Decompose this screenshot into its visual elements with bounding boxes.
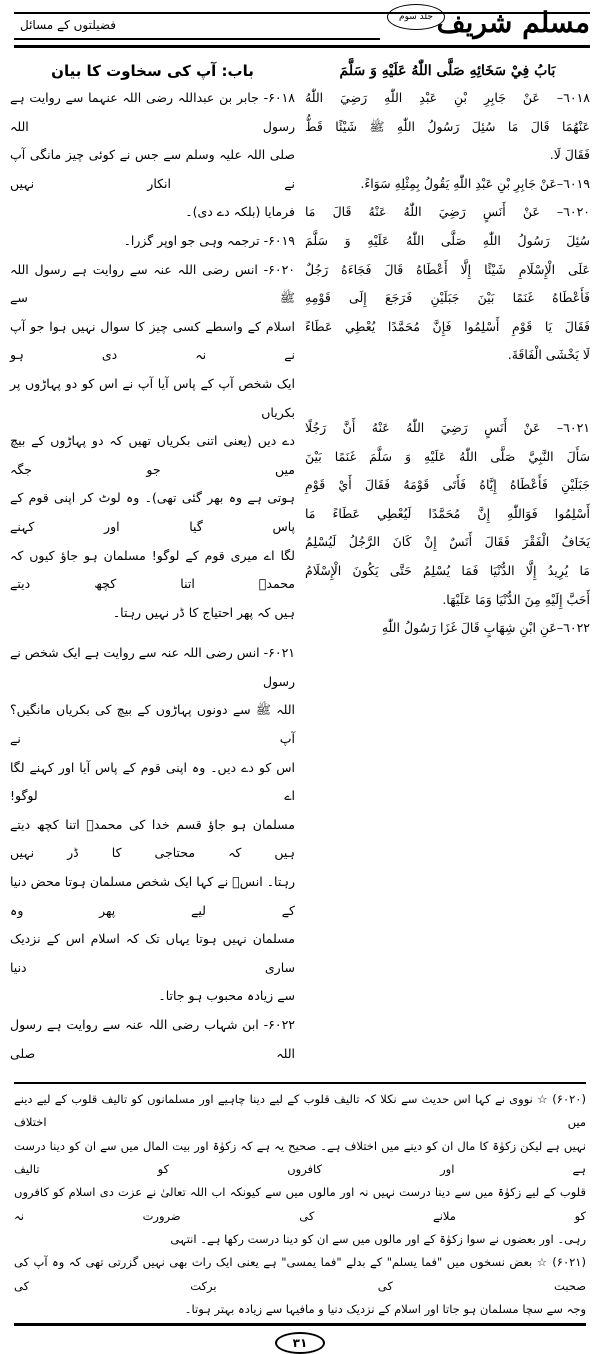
urdu-text-line: اسلام کے واسطے کسی چیز کا سوال نہیں ہوا جو آپ نے نہ دی ہو [10,318,295,363]
arabic-chapter-heading: بَابُ فِيْ سَخَائِهِ صَلَّى اللّٰهُ عَلَيْهِ وَ سَلَّمَ [339,63,556,79]
header [14,0,590,52]
body-columns [10,84,590,1068]
urdu-translation-block-2 [10,639,295,1068]
footnote-line: وجہ سے سچا مسلمان ہو جاتا اور اسلام کے نزدیک دنیا و مافیہا سے زیادہ بہتر ہوتا۔ [184,1301,586,1316]
urdu-text-line: اس کو دے دیں۔ وہ اپنی قوم کے پاس آیا اور کہنے لگا اے لوگو! [10,759,295,804]
arabic-hadith-block-2 [305,414,590,643]
footnote-line: رہی۔ اور بعضوں نے سوا زکوٰۃ کے اور مالوں میں سے ان کو دینا درست رکھا ہے۔ انتہی [170,1231,586,1246]
urdu-text-line: ۶۰۲۰- انس رضی اللہ عنہ سے روایت ہے رسول اللہ ﷺ سے [10,261,295,306]
arabic-text-line: جَبَلَيْنِ فَأَعْطَاهُ إِيَّاهُ فَأَتَى قَوْمَهُ فَقَالَ أَيْ قَوْمِ [305,477,590,493]
urdu-text-line: ہوتی ہے وہ بھر گئی تھی)۔ وہ لوٹ کر اپنی قوم کے پاس گیا اور کہنے [10,490,295,534]
arabic-text-line: ٦٠٢١– عَنْ أَنَسٍ رَضِيَ اللّٰهُ عَنْهُ أَنَّ رَجُلًا [305,419,590,435]
urdu-text-line: دے دیں (یعنی اتنی بکریاں تھیں کہ دو پہاڑوں کے بیچ میں جو جگہ [10,433,295,477]
header-bottom-rule [14,38,380,40]
spacer [305,370,590,414]
arabic-text-line: سَأَلَ النَّبِيَّ صَلَّى اللّٰهُ عَلَيْهِ وَ سَلَّمَ غَنَمًا بَيْنَ [305,448,590,464]
arabic-hadith-block-1 [305,84,590,370]
urdu-text-line: رہتا۔ انسؓ نے کہا ایک شخص مسلمان ہوتا محض دنیا کے لیے پھر وہ [10,874,295,918]
urdu-text-line: ۶۰۲۲- ابن شہاب رضی اللہ عنہ سے روایت ہے رسول اللہ صلی [10,1017,295,1061]
header-thick-rule [14,45,590,48]
urdu-text-line: ایک شخص آپ کے پاس آیا آپ نے اس کو دو پہاڑوں پر بکریاں [10,375,295,420]
volume-seal: جلد سوم [387,4,445,30]
arabic-text-line: فَقَالَ يَا قَوْمِ أَسْلِمُوا فَإِنَّ مُحَمَّدًا يُعْطِي عَطَاءً [305,318,590,334]
arabic-text-line: فَأَعْطَاهُ غَنَمًا بَيْنَ جَبَلَيْنِ فَرَجَعَ إِلَى قَوْمِهِ [305,290,590,306]
spacer [10,627,295,639]
footnote-line: قلوب کے لیے زکوٰۃ میں سے دینا درست نہیں نہ اور مالوں میں سے کیونکہ اب اللہ تعالیٰ نے عزت دی اسلام کو کافروں کو ملانے کی ضرورت نہ [14,1185,586,1223]
arabic-text-line: ٦٠١٨– عَنْ جَابِرِ بْنِ عَبْدِ اللّٰهِ رَضِيَ اللّٰهُ [305,90,590,105]
urdu-text-line: ۶۰۱۹- ترجمہ وہی جو اوپر گزرا۔ [123,232,295,248]
arabic-text-line: أَسْلِمُوا فَوَاللّٰهِ إِنَّ مُحَمَّدًا لَيُعْطِي عَطَاءً مَا [305,505,590,521]
urdu-chapter-heading: باب: آپ کی سخاوت کا بیان [51,62,254,80]
arabic-text-line: عَنْهُمَا قَالَ مَا سُئِلَ رَسُولُ اللّٰهِ ﷺ شَيْئًا قَطُّ [305,118,590,134]
footnote-line: (۶۰۲۰) ☆ نووی نے کہا اس حدیث سے نکلا کہ تالیف قلوب کے لیے دینا چاہیے اور مسلمانوں کو تالیف قلوب کے لیے دینے میں اختلاف [14,1092,586,1130]
urdu-text-line: فرمایا (بلکہ دے دی)۔ [185,204,295,220]
urdu-text-line: مسلمان نہیں ہوتا یہاں تک کہ اسلام اس کے نزدیک ساری دنیا [10,931,295,975]
footnote-line: نہیں ہے لیکن زکوٰۃ کا مال ان کو دینے میں اختلاف ہے۔ صحیح یہ ہے کہ زکوٰۃ اور بیت المال میں سے ان کو دینا درست ہے اور کافروں کو تالیف [14,1138,586,1177]
arabic-text-line: لَا يَخْشَى الْفَاقَةَ. [507,347,590,363]
urdu-heading-cell [10,58,295,84]
urdu-text-line: صلی اللہ علیہ وسلم سے جس نے کوئی چیز مانگی آپ نے انکار نہیں [10,147,295,191]
urdu-column [10,84,295,1068]
urdu-text-line: سے زیادہ محبوب ہو جاتا۔ [158,988,295,1004]
chapter-title: فضیلتوں کے مسائل [20,18,116,32]
page-number: ۳۱ [275,1332,325,1354]
footnote-line: (۶۰۲۱) ☆ بعض نسخوں میں "فما یسلم" کے بدلے "فما یمسی" ہے یعنی ایک رات بھی نہیں گزرتی تھی کہ وہ آپ کی صحبت کی برکت کی [14,1255,586,1293]
urdu-text-line: لگا اے میری قوم کے لوگو! مسلمان ہو جاؤ کیوں کہ محمدؐ اتنا کچھ دیتے [10,547,295,592]
urdu-text-line: اللہ ﷺ سے دونوں پہاڑوں کے بیچ کی بکریاں مانگیں؟ آپ نے [10,702,295,747]
urdu-text-line: ہیں کہ پھر احتیاج کا ڈر نہیں رہتا۔ [112,604,295,620]
arabic-text-line: ٦٠١٩–عَنْ جَابِرِ بْنِ عَبْدِ اللّٰهِ يَقُولُ بِمِثْلِهِ سَوَاءً. [360,175,590,191]
arabic-text-line: أَحَبَّ إِلَيْهِ مِنَ الدُّنْيَا وَمَا عَلَيْهَا. [442,591,590,607]
footnotes [14,1084,586,1321]
urdu-text-line: مسلمان ہو جاؤ قسم خدا کی محمدؐ اتنا کچھ دیتے ہیں کہ محتاجی کا ڈر نہیں [10,816,295,861]
footnote-area [14,1082,586,1326]
heading-row [10,58,590,84]
arabic-heading-cell [305,58,590,84]
urdu-translation-block-1 [10,84,295,627]
arabic-text-line: ٦٠٢٢–عَنِ ابْنِ شِهَابٍ قَالَ غَزَا رَسُولُ اللّٰهِ [381,620,590,636]
arabic-text-line: عَلَى الْإِسْلَامِ شَيْئًا إِلَّا أَعْطَاهُ قَالَ فَجَاءَهُ رَجُلٌ [305,261,590,277]
arabic-column [305,84,590,1068]
arabic-text-line: فَقَالَ لَا. [549,147,590,163]
urdu-text-line: ۶۰۲۱- انس رضی اللہ عنہ سے روایت ہے ایک شخص نے رسول [10,645,295,689]
urdu-text-line: ۶۰۱۸- جابر بن عبداللہ رضی اللہ عنہما سے روایت ہے رسول اللہ [10,90,295,134]
arabic-text-line: يَخَافُ الْفَقْرَ فَقَالَ أَنَسٌ إِنْ كَانَ الرَّجُلُ لَيُسْلِمُ [305,534,590,550]
arabic-text-line: مَا يُرِيدُ إِلَّا الدُّنْيَا فَمَا يُسْلِمُ حَتَّى يَكُونَ الْإِسْلَامُ [305,562,590,578]
arabic-text-line: ٦٠٢٠– عَنْ أَنَسٍ رَضِيَ اللّٰهُ عَنْهُ قَالَ مَا [305,204,590,220]
footer-rule [14,1323,586,1326]
arabic-text-line: سُئِلَ رَسُولُ اللّٰهِ صَلَّى اللّٰهُ عَلَيْهِ وَ سَلَّمَ [305,232,590,248]
book-title: مسلم شریف [436,6,590,39]
